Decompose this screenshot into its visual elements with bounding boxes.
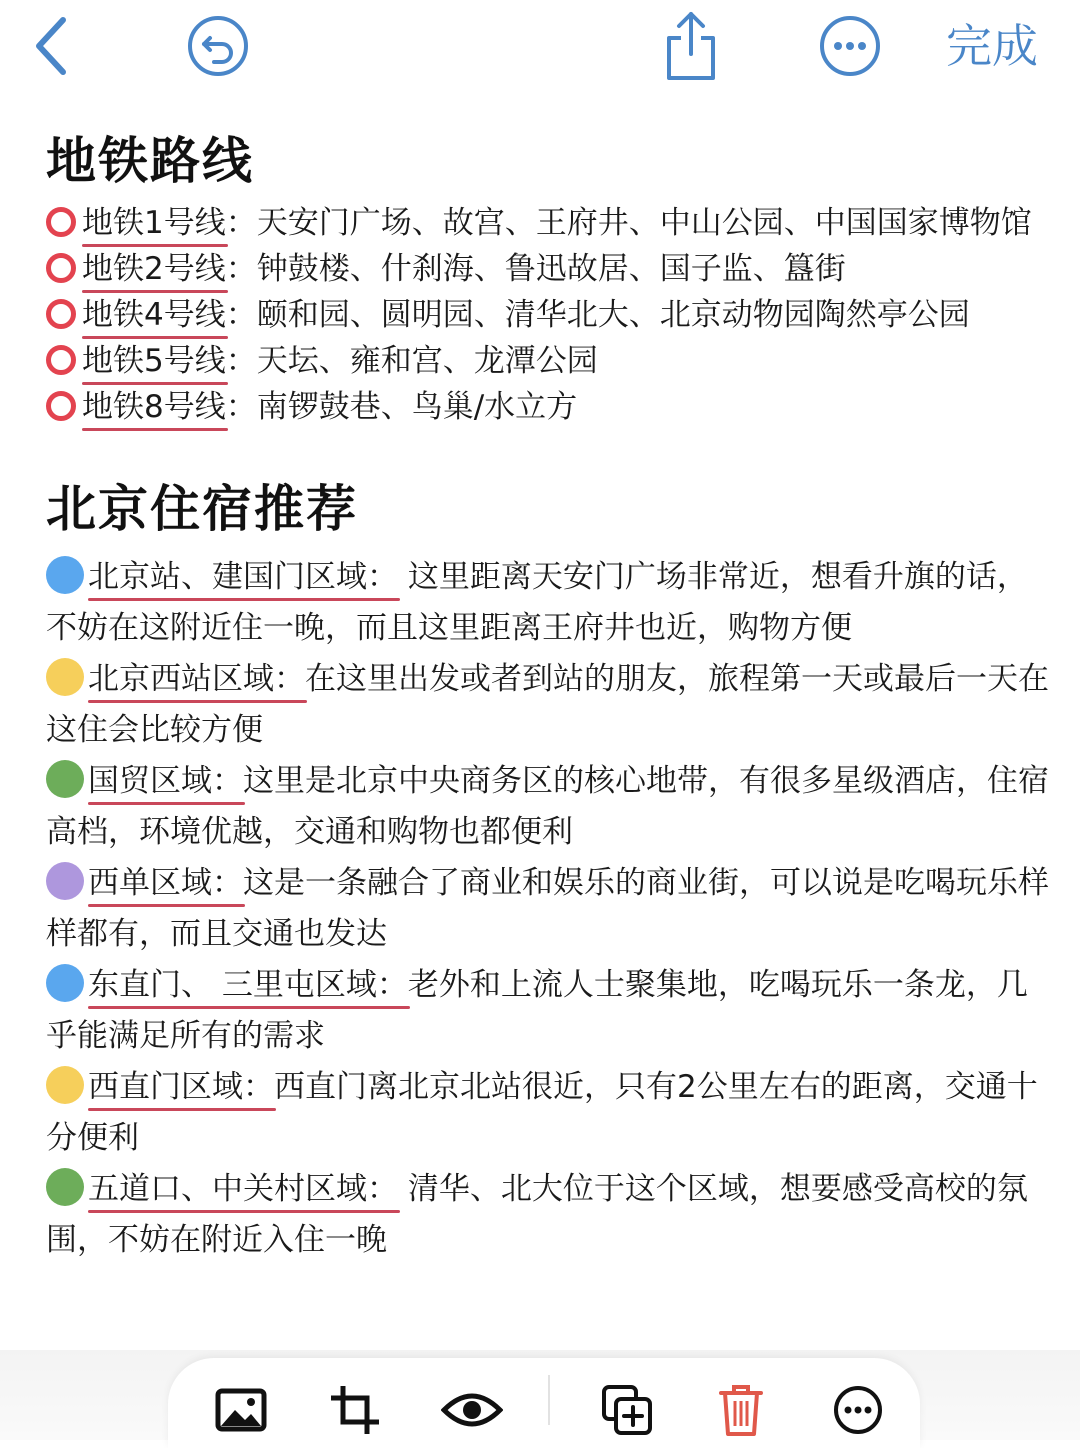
hotel-area-label: 西直门区域： (88, 1069, 274, 1105)
hotel-area-description: 这是一条融合了商业和娱乐的商业街，可以说是吃喝玩乐样样都有，而且交通也发达 (46, 865, 1049, 952)
eye-icon (441, 1390, 503, 1430)
color-dot-icon (46, 1168, 84, 1206)
hotel-area-label: 东直门、 三里屯区域： (88, 967, 408, 1003)
duplicate-button[interactable] (598, 1378, 656, 1442)
back-button[interactable] (26, 14, 76, 78)
red-circle-icon (46, 299, 76, 329)
done-button[interactable]: 完成 (946, 19, 1038, 73)
color-dot-icon (46, 556, 84, 594)
color-dot-icon (46, 760, 84, 798)
undo-circle-icon (186, 14, 250, 78)
bottom-more-button[interactable] (830, 1378, 886, 1442)
hotel-area-item (46, 654, 1056, 756)
image-button[interactable] (212, 1378, 270, 1442)
share-icon (661, 10, 721, 82)
subway-line-label: 地铁5号线 (82, 343, 226, 379)
crop-button[interactable] (326, 1378, 384, 1442)
hotel-area-description: 这里距离天安门广场非常近，想看升旗的话，不妨在这附近住一晚，而且这里距离王府井也近，购物方便 (46, 559, 1028, 646)
subway-line-label: 地铁4号线 (82, 297, 226, 333)
hotel-area-label: 五道口、中关村区域： (88, 1171, 398, 1207)
bottom-toolbar (168, 1358, 920, 1448)
subway-line-item (46, 292, 1056, 338)
subway-line-stops: 天坛、雍和宫、龙潭公园 (256, 343, 598, 379)
duplicate-icon (601, 1384, 653, 1436)
undo-button[interactable] (184, 14, 252, 78)
hotel-area-label: 北京站、建国门区域： (88, 559, 398, 595)
color-dot-icon (46, 862, 84, 900)
red-circle-icon (46, 207, 76, 237)
subway-line-separator: ： (225, 343, 257, 379)
hotel-area-label: 北京西站区域： (88, 661, 305, 697)
subway-line-separator: ： (225, 251, 257, 287)
subway-line-label: 地铁8号线 (82, 389, 226, 425)
subway-title: 地铁路线 (46, 132, 254, 190)
hotel-area-item (46, 858, 1056, 960)
hotel-list (46, 552, 1056, 1266)
more-button[interactable] (816, 14, 884, 78)
share-button[interactable] (658, 14, 724, 78)
subway-line-stops: 钟鼓楼、什刹海、鲁迅故居、国子监、簋街 (256, 251, 846, 287)
image-icon (215, 1388, 267, 1432)
more-circle-icon (833, 1385, 883, 1435)
hotel-area-label: 西单区域： (88, 865, 243, 901)
color-dot-icon (46, 964, 84, 1002)
red-circle-icon (46, 345, 76, 375)
hotel-area-description: 清华、北大位于这个区域，想要感受高校的氛围，不妨在附近入住一晚 (46, 1171, 1028, 1258)
red-circle-icon (46, 391, 76, 421)
subway-line-separator: ： (225, 297, 257, 333)
subway-line-stops: 天安门广场、故宫、王府井、中山公园、中国国家博物馆 (256, 205, 1032, 241)
subway-line-stops: 南锣鼓巷、鸟巢/水立方 (256, 389, 578, 425)
hotel-area-item (46, 1062, 1056, 1164)
hotel-area-description: 这里是北京中央商务区的核心地带，有很多星级酒店，住宿高档，环境优越，交通和购物也都便利 (46, 763, 1049, 850)
subway-list (46, 200, 1056, 430)
hotel-area-description: 西直门离北京北站很近，只有2公里左右的距离，交通十分便利 (46, 1069, 1038, 1156)
hotels-title: 北京住宿推荐 (46, 480, 358, 538)
hotel-area-description: 在这里出发或者到站的朋友，旅程第一天或最后一天在这住会比较方便 (46, 661, 1049, 748)
crop-icon (329, 1384, 381, 1436)
note-content[interactable] (46, 122, 1056, 1266)
delete-button[interactable] (714, 1378, 768, 1442)
hotel-area-item (46, 552, 1056, 654)
more-circle-icon (818, 14, 882, 78)
toolbar-divider (548, 1375, 550, 1425)
red-circle-icon (46, 253, 76, 283)
subway-line-label: 地铁2号线 (82, 251, 226, 287)
subway-line-separator: ： (225, 389, 257, 425)
subway-line-item (46, 200, 1056, 246)
subway-line-separator: ： (225, 205, 257, 241)
hotel-area-item (46, 1164, 1056, 1266)
hotel-area-item (46, 756, 1056, 858)
subway-line-item (46, 384, 1056, 430)
subway-line-stops: 颐和园、圆明园、清华北大、北京动物园陶然亭公园 (256, 297, 970, 333)
top-toolbar (0, 0, 1080, 100)
subway-line-item (46, 338, 1056, 384)
preview-button[interactable] (438, 1378, 506, 1442)
subway-line-label: 地铁1号线 (82, 205, 226, 241)
color-dot-icon (46, 1066, 84, 1104)
trash-icon (718, 1383, 764, 1437)
color-dot-icon (46, 658, 84, 696)
hotel-area-description: 老外和上流人士聚集地，吃喝玩乐一条龙，几乎能满足所有的需求 (46, 967, 1028, 1054)
chevron-left-icon (31, 14, 71, 78)
hotel-area-label: 国贸区域： (88, 763, 243, 799)
hotel-area-item (46, 960, 1056, 1062)
subway-line-item (46, 246, 1056, 292)
